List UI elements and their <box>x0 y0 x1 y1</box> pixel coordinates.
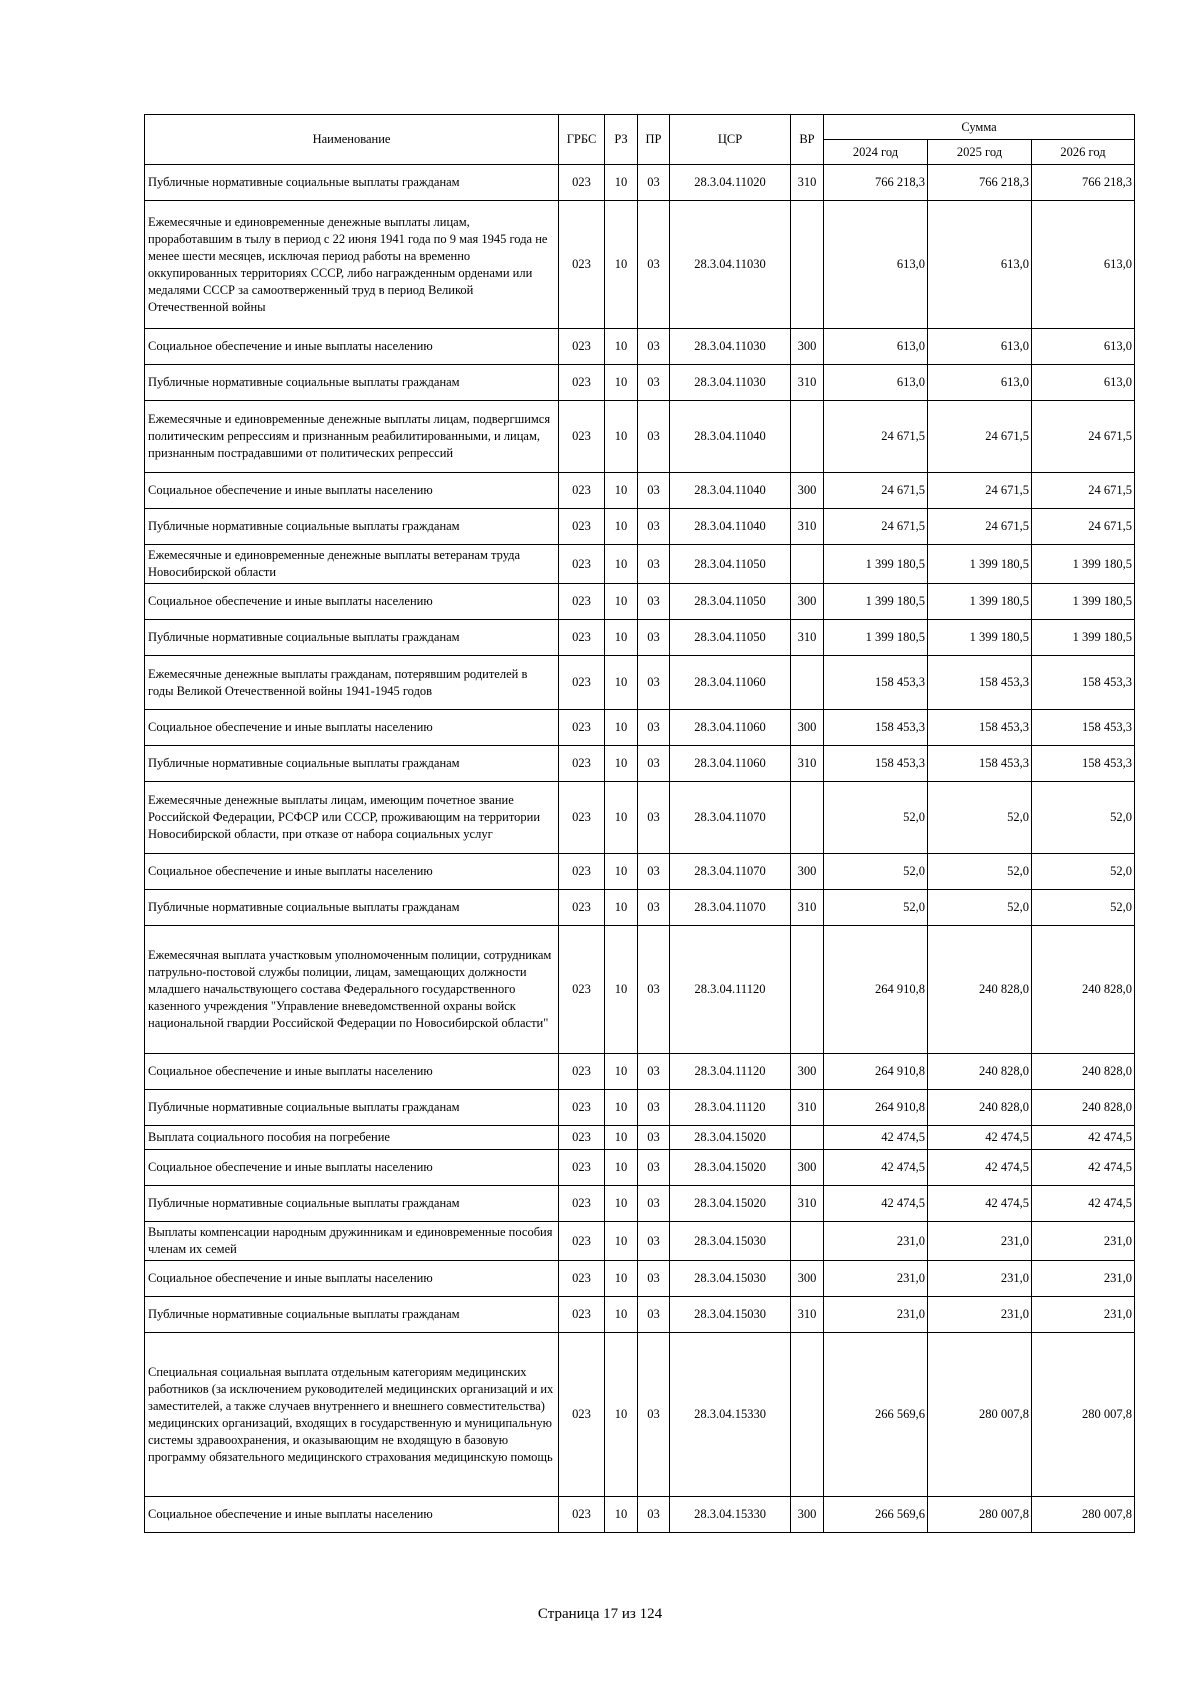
row-vr: 310 <box>791 365 824 401</box>
row-vr <box>791 545 824 584</box>
row-csr: 28.3.04.11120 <box>670 926 791 1054</box>
row-sum-2025: 1 399 180,5 <box>928 584 1032 620</box>
row-sum-2026: 231,0 <box>1032 1261 1135 1297</box>
row-sum-2024: 766 218,3 <box>824 165 928 201</box>
row-csr: 28.3.04.15020 <box>670 1150 791 1186</box>
row-rz: 10 <box>605 890 638 926</box>
row-pr: 03 <box>638 620 670 656</box>
row-csr: 28.3.04.15030 <box>670 1222 791 1261</box>
row-sum-2025: 280 007,8 <box>928 1497 1032 1533</box>
row-sum-2026: 240 828,0 <box>1032 1054 1135 1090</box>
row-grbs: 023 <box>559 1126 605 1150</box>
row-sum-2026: 613,0 <box>1032 365 1135 401</box>
row-grbs: 023 <box>559 1090 605 1126</box>
row-vr: 310 <box>791 890 824 926</box>
row-pr: 03 <box>638 890 670 926</box>
row-rz: 10 <box>605 782 638 854</box>
row-csr: 28.3.04.11120 <box>670 1090 791 1126</box>
row-sum-2025: 613,0 <box>928 201 1032 329</box>
row-pr: 03 <box>638 1497 670 1533</box>
row-grbs: 023 <box>559 890 605 926</box>
row-sum-2026: 24 671,5 <box>1032 509 1135 545</box>
header-vr: ВР <box>791 115 824 165</box>
row-sum-2026: 280 007,8 <box>1032 1333 1135 1497</box>
row-sum-2025: 1 399 180,5 <box>928 545 1032 584</box>
row-vr: 300 <box>791 854 824 890</box>
row-sum-2024: 24 671,5 <box>824 401 928 473</box>
row-rz: 10 <box>605 473 638 509</box>
table-row <box>145 1090 1135 1126</box>
row-sum-2024: 52,0 <box>824 854 928 890</box>
row-sum-2025: 231,0 <box>928 1222 1032 1261</box>
row-name: Специальная социальная выплата отдельным категориям медицинских работников (за исключением руководителей медицинских организаций и их заместителей, а также случаев внутреннего и внешнего совместительства) медицинских организаций, входящих в государственную и муниципальную системы здравоохранения, и оказывающим не входящую в базовую программу обязательного медицинского страхования медицинскую помощь <box>145 1333 559 1497</box>
row-rz: 10 <box>605 584 638 620</box>
row-sum-2024: 42 474,5 <box>824 1126 928 1150</box>
row-vr <box>791 1222 824 1261</box>
row-grbs: 023 <box>559 1150 605 1186</box>
row-sum-2026: 42 474,5 <box>1032 1186 1135 1222</box>
row-csr: 28.3.04.15030 <box>670 1261 791 1297</box>
row-sum-2024: 266 569,6 <box>824 1333 928 1497</box>
row-sum-2025: 158 453,3 <box>928 746 1032 782</box>
row-name: Социальное обеспечение и иные выплаты населению <box>145 1150 559 1186</box>
row-name: Ежемесячные и единовременные денежные выплаты лицам, подвергшимся политическим репрессиям и признанным реабилитированными, и лицам, признанным пострадавшими от политических репрессий <box>145 401 559 473</box>
row-csr: 28.3.04.15330 <box>670 1333 791 1497</box>
row-sum-2024: 266 569,6 <box>824 1497 928 1533</box>
row-grbs: 023 <box>559 1222 605 1261</box>
row-sum-2024: 613,0 <box>824 329 928 365</box>
row-name: Публичные нормативные социальные выплаты гражданам <box>145 365 559 401</box>
row-pr: 03 <box>638 1297 670 1333</box>
row-sum-2024: 1 399 180,5 <box>824 545 928 584</box>
row-vr: 310 <box>791 746 824 782</box>
row-sum-2024: 613,0 <box>824 365 928 401</box>
row-name: Ежемесячные денежные выплаты лицам, имеющим почетное звание Российской Федерации, РСФСР или СССР, проживающим на территории Новосибирской области, при отказе от набора социальных услуг <box>145 782 559 854</box>
row-sum-2026: 24 671,5 <box>1032 401 1135 473</box>
row-sum-2026: 240 828,0 <box>1032 1090 1135 1126</box>
row-sum-2024: 231,0 <box>824 1222 928 1261</box>
row-sum-2025: 52,0 <box>928 854 1032 890</box>
row-name: Социальное обеспечение и иные выплаты населению <box>145 473 559 509</box>
row-grbs: 023 <box>559 473 605 509</box>
row-rz: 10 <box>605 926 638 1054</box>
row-csr: 28.3.04.15030 <box>670 1297 791 1333</box>
row-sum-2024: 158 453,3 <box>824 710 928 746</box>
row-sum-2024: 231,0 <box>824 1261 928 1297</box>
row-pr: 03 <box>638 710 670 746</box>
row-grbs: 023 <box>559 926 605 1054</box>
row-sum-2026: 1 399 180,5 <box>1032 584 1135 620</box>
row-vr: 300 <box>791 1261 824 1297</box>
row-sum-2025: 42 474,5 <box>928 1186 1032 1222</box>
row-sum-2026: 158 453,3 <box>1032 710 1135 746</box>
row-sum-2025: 231,0 <box>928 1261 1032 1297</box>
row-vr: 300 <box>791 329 824 365</box>
table-header <box>145 115 1135 165</box>
row-rz: 10 <box>605 710 638 746</box>
row-sum-2026: 42 474,5 <box>1032 1126 1135 1150</box>
row-rz: 10 <box>605 1054 638 1090</box>
row-vr: 310 <box>791 1090 824 1126</box>
table-row <box>145 365 1135 401</box>
row-vr <box>791 1126 824 1150</box>
row-vr: 310 <box>791 165 824 201</box>
row-vr: 310 <box>791 620 824 656</box>
table-row <box>145 782 1135 854</box>
row-name: Социальное обеспечение и иные выплаты населению <box>145 854 559 890</box>
table-row <box>145 545 1135 584</box>
row-rz: 10 <box>605 1150 638 1186</box>
row-vr: 300 <box>791 1150 824 1186</box>
row-vr: 300 <box>791 1497 824 1533</box>
row-name: Социальное обеспечение и иные выплаты населению <box>145 584 559 620</box>
row-name: Социальное обеспечение и иные выплаты населению <box>145 1054 559 1090</box>
row-sum-2024: 1 399 180,5 <box>824 620 928 656</box>
row-csr: 28.3.04.11060 <box>670 656 791 710</box>
row-sum-2025: 24 671,5 <box>928 509 1032 545</box>
row-rz: 10 <box>605 329 638 365</box>
row-sum-2025: 42 474,5 <box>928 1150 1032 1186</box>
table-row <box>145 854 1135 890</box>
table-row <box>145 1126 1135 1150</box>
row-rz: 10 <box>605 854 638 890</box>
row-pr: 03 <box>638 1261 670 1297</box>
table-row <box>145 473 1135 509</box>
table-row <box>145 1186 1135 1222</box>
row-name: Ежемесячные и единовременные денежные выплаты ветеранам труда Новосибирской области <box>145 545 559 584</box>
row-vr <box>791 201 824 329</box>
row-vr: 310 <box>791 509 824 545</box>
row-sum-2024: 264 910,8 <box>824 926 928 1054</box>
row-grbs: 023 <box>559 509 605 545</box>
table-row <box>145 926 1135 1054</box>
row-vr <box>791 656 824 710</box>
row-pr: 03 <box>638 1186 670 1222</box>
row-rz: 10 <box>605 201 638 329</box>
row-rz: 10 <box>605 1497 638 1533</box>
row-sum-2026: 52,0 <box>1032 854 1135 890</box>
row-name: Публичные нормативные социальные выплаты гражданам <box>145 890 559 926</box>
row-csr: 28.3.04.11060 <box>670 710 791 746</box>
row-grbs: 023 <box>559 1261 605 1297</box>
row-grbs: 023 <box>559 854 605 890</box>
row-pr: 03 <box>638 1126 670 1150</box>
header-pr: ПР <box>638 115 670 165</box>
row-sum-2025: 1 399 180,5 <box>928 620 1032 656</box>
row-rz: 10 <box>605 509 638 545</box>
row-name: Публичные нормативные социальные выплаты гражданам <box>145 746 559 782</box>
row-csr: 28.3.04.11020 <box>670 165 791 201</box>
row-sum-2026: 1 399 180,5 <box>1032 545 1135 584</box>
row-csr: 28.3.04.11030 <box>670 201 791 329</box>
row-sum-2026: 1 399 180,5 <box>1032 620 1135 656</box>
row-pr: 03 <box>638 656 670 710</box>
row-name: Выплаты компенсации народным дружинникам и единовременные пособия членам их семей <box>145 1222 559 1261</box>
row-csr: 28.3.04.11050 <box>670 620 791 656</box>
row-sum-2025: 158 453,3 <box>928 710 1032 746</box>
row-sum-2026: 231,0 <box>1032 1297 1135 1333</box>
row-sum-2024: 24 671,5 <box>824 509 928 545</box>
table-row <box>145 656 1135 710</box>
row-name: Социальное обеспечение и иные выплаты населению <box>145 710 559 746</box>
row-rz: 10 <box>605 620 638 656</box>
row-csr: 28.3.04.15020 <box>670 1186 791 1222</box>
row-sum-2025: 24 671,5 <box>928 473 1032 509</box>
row-sum-2024: 231,0 <box>824 1297 928 1333</box>
header-sum: Сумма <box>824 115 1135 140</box>
row-rz: 10 <box>605 365 638 401</box>
row-grbs: 023 <box>559 1497 605 1533</box>
table-row <box>145 509 1135 545</box>
row-name: Публичные нормативные социальные выплаты гражданам <box>145 1297 559 1333</box>
row-sum-2024: 1 399 180,5 <box>824 584 928 620</box>
row-sum-2026: 613,0 <box>1032 201 1135 329</box>
table-body <box>145 165 1135 1533</box>
row-name: Публичные нормативные социальные выплаты гражданам <box>145 165 559 201</box>
header-rz: РЗ <box>605 115 638 165</box>
table-row <box>145 620 1135 656</box>
table-row <box>145 1297 1135 1333</box>
row-csr: 28.3.04.11030 <box>670 329 791 365</box>
row-grbs: 023 <box>559 545 605 584</box>
row-name: Публичные нормативные социальные выплаты гражданам <box>145 620 559 656</box>
row-rz: 10 <box>605 1333 638 1497</box>
row-pr: 03 <box>638 926 670 1054</box>
row-csr: 28.3.04.15330 <box>670 1497 791 1533</box>
table-row <box>145 329 1135 365</box>
row-name: Ежемесячные денежные выплаты гражданам, потерявшим родителей в годы Великой Отечественной войны 1941-1945 годов <box>145 656 559 710</box>
row-sum-2024: 158 453,3 <box>824 746 928 782</box>
row-sum-2026: 158 453,3 <box>1032 656 1135 710</box>
row-name: Выплата социального пособия на погребение <box>145 1126 559 1150</box>
row-grbs: 023 <box>559 165 605 201</box>
row-sum-2024: 264 910,8 <box>824 1090 928 1126</box>
row-grbs: 023 <box>559 1297 605 1333</box>
row-pr: 03 <box>638 201 670 329</box>
row-name: Социальное обеспечение и иные выплаты населению <box>145 1261 559 1297</box>
row-csr: 28.3.04.11040 <box>670 473 791 509</box>
row-name: Публичные нормативные социальные выплаты гражданам <box>145 509 559 545</box>
row-sum-2025: 240 828,0 <box>928 1054 1032 1090</box>
row-rz: 10 <box>605 1222 638 1261</box>
row-pr: 03 <box>638 1150 670 1186</box>
table-row <box>145 1497 1135 1533</box>
row-pr: 03 <box>638 365 670 401</box>
row-grbs: 023 <box>559 1186 605 1222</box>
table-row <box>145 201 1135 329</box>
header-csr: ЦСР <box>670 115 791 165</box>
row-sum-2025: 24 671,5 <box>928 401 1032 473</box>
row-name: Публичные нормативные социальные выплаты гражданам <box>145 1186 559 1222</box>
row-sum-2024: 24 671,5 <box>824 473 928 509</box>
table-row <box>145 401 1135 473</box>
row-csr: 28.3.04.11070 <box>670 782 791 854</box>
row-sum-2024: 42 474,5 <box>824 1150 928 1186</box>
header-2024: 2024 год <box>824 140 928 165</box>
row-sum-2026: 280 007,8 <box>1032 1497 1135 1533</box>
row-grbs: 023 <box>559 656 605 710</box>
row-csr: 28.3.04.11050 <box>670 545 791 584</box>
row-csr: 28.3.04.11030 <box>670 365 791 401</box>
row-vr <box>791 1333 824 1497</box>
row-csr: 28.3.04.11060 <box>670 746 791 782</box>
row-rz: 10 <box>605 545 638 584</box>
row-grbs: 023 <box>559 710 605 746</box>
row-grbs: 023 <box>559 782 605 854</box>
table-row <box>145 1150 1135 1186</box>
row-sum-2026: 613,0 <box>1032 329 1135 365</box>
row-csr: 28.3.04.11070 <box>670 854 791 890</box>
row-sum-2025: 42 474,5 <box>928 1126 1032 1150</box>
row-rz: 10 <box>605 1090 638 1126</box>
row-sum-2026: 231,0 <box>1032 1222 1135 1261</box>
row-pr: 03 <box>638 1054 670 1090</box>
row-pr: 03 <box>638 545 670 584</box>
row-sum-2026: 42 474,5 <box>1032 1150 1135 1186</box>
row-grbs: 023 <box>559 401 605 473</box>
table-row <box>145 1333 1135 1497</box>
table-row <box>145 1261 1135 1297</box>
table-row <box>145 890 1135 926</box>
row-csr: 28.3.04.11120 <box>670 1054 791 1090</box>
row-sum-2025: 231,0 <box>928 1297 1032 1333</box>
row-pr: 03 <box>638 1090 670 1126</box>
row-grbs: 023 <box>559 1333 605 1497</box>
row-pr: 03 <box>638 509 670 545</box>
header-grbs: ГРБС <box>559 115 605 165</box>
row-sum-2026: 24 671,5 <box>1032 473 1135 509</box>
row-pr: 03 <box>638 401 670 473</box>
row-vr: 300 <box>791 1054 824 1090</box>
table-row <box>145 1054 1135 1090</box>
row-sum-2025: 52,0 <box>928 890 1032 926</box>
row-sum-2025: 52,0 <box>928 782 1032 854</box>
budget-table <box>144 114 1135 1533</box>
header-2025: 2025 год <box>928 140 1032 165</box>
row-sum-2024: 264 910,8 <box>824 1054 928 1090</box>
row-pr: 03 <box>638 1222 670 1261</box>
row-pr: 03 <box>638 1333 670 1497</box>
row-rz: 10 <box>605 1261 638 1297</box>
row-pr: 03 <box>638 584 670 620</box>
row-csr: 28.3.04.11040 <box>670 509 791 545</box>
row-vr: 310 <box>791 1297 824 1333</box>
row-vr: 300 <box>791 584 824 620</box>
row-vr <box>791 401 824 473</box>
row-grbs: 023 <box>559 746 605 782</box>
row-sum-2024: 52,0 <box>824 782 928 854</box>
row-rz: 10 <box>605 165 638 201</box>
row-sum-2026: 766 218,3 <box>1032 165 1135 201</box>
row-sum-2026: 52,0 <box>1032 782 1135 854</box>
row-sum-2025: 766 218,3 <box>928 165 1032 201</box>
row-sum-2026: 158 453,3 <box>1032 746 1135 782</box>
table-row <box>145 746 1135 782</box>
row-sum-2024: 42 474,5 <box>824 1186 928 1222</box>
row-rz: 10 <box>605 656 638 710</box>
row-vr: 300 <box>791 473 824 509</box>
row-sum-2026: 52,0 <box>1032 890 1135 926</box>
row-sum-2025: 613,0 <box>928 329 1032 365</box>
row-grbs: 023 <box>559 329 605 365</box>
header-name: Наименование <box>145 115 559 165</box>
row-vr: 310 <box>791 1186 824 1222</box>
table-row <box>145 165 1135 201</box>
row-rz: 10 <box>605 1297 638 1333</box>
row-grbs: 023 <box>559 201 605 329</box>
row-grbs: 023 <box>559 584 605 620</box>
row-pr: 03 <box>638 782 670 854</box>
row-csr: 28.3.04.11040 <box>670 401 791 473</box>
row-name: Социальное обеспечение и иные выплаты населению <box>145 1497 559 1533</box>
row-grbs: 023 <box>559 1054 605 1090</box>
row-sum-2025: 240 828,0 <box>928 1090 1032 1126</box>
header-2026: 2026 год <box>1032 140 1135 165</box>
row-sum-2025: 240 828,0 <box>928 926 1032 1054</box>
row-pr: 03 <box>638 165 670 201</box>
row-pr: 03 <box>638 473 670 509</box>
row-rz: 10 <box>605 401 638 473</box>
row-rz: 10 <box>605 1126 638 1150</box>
row-csr: 28.3.04.11050 <box>670 584 791 620</box>
row-rz: 10 <box>605 746 638 782</box>
row-name: Ежемесячная выплата участковым уполномоченным полиции, сотрудникам патрульно-постовой службы полиции, лицам, замещающих должности младшего начальствующего состава Федерального государственного казенного учреждения "Управление вневедомственной охраны войск национальной гвардии Российской Федерации по Новосибирской области" <box>145 926 559 1054</box>
row-vr <box>791 782 824 854</box>
row-pr: 03 <box>638 329 670 365</box>
row-sum-2025: 280 007,8 <box>928 1333 1032 1497</box>
row-sum-2024: 158 453,3 <box>824 656 928 710</box>
row-pr: 03 <box>638 746 670 782</box>
row-sum-2024: 613,0 <box>824 201 928 329</box>
row-pr: 03 <box>638 854 670 890</box>
page-number: Страница 17 из 124 <box>537 1606 663 1622</box>
row-name: Ежемесячные и единовременные денежные выплаты лицам, проработавшим в тылу в период с 22 июня 1941 года по 9 мая 1945 года не менее шести месяцев, исключая период работы на временно оккупированных территориях СССР, либо награжденным орденами или медалями СССР за самоотверженный труд в период Великой Отечественной войны <box>145 201 559 329</box>
row-sum-2025: 158 453,3 <box>928 656 1032 710</box>
row-name: Социальное обеспечение и иные выплаты населению <box>145 329 559 365</box>
row-vr <box>791 926 824 1054</box>
row-name: Публичные нормативные социальные выплаты гражданам <box>145 1090 559 1126</box>
row-csr: 28.3.04.15020 <box>670 1126 791 1150</box>
row-grbs: 023 <box>559 620 605 656</box>
row-csr: 28.3.04.11070 <box>670 890 791 926</box>
row-rz: 10 <box>605 1186 638 1222</box>
row-vr: 300 <box>791 710 824 746</box>
table-row <box>145 584 1135 620</box>
row-sum-2026: 240 828,0 <box>1032 926 1135 1054</box>
table-row <box>145 710 1135 746</box>
row-sum-2024: 52,0 <box>824 890 928 926</box>
table-row <box>145 1222 1135 1261</box>
row-sum-2025: 613,0 <box>928 365 1032 401</box>
row-grbs: 023 <box>559 365 605 401</box>
